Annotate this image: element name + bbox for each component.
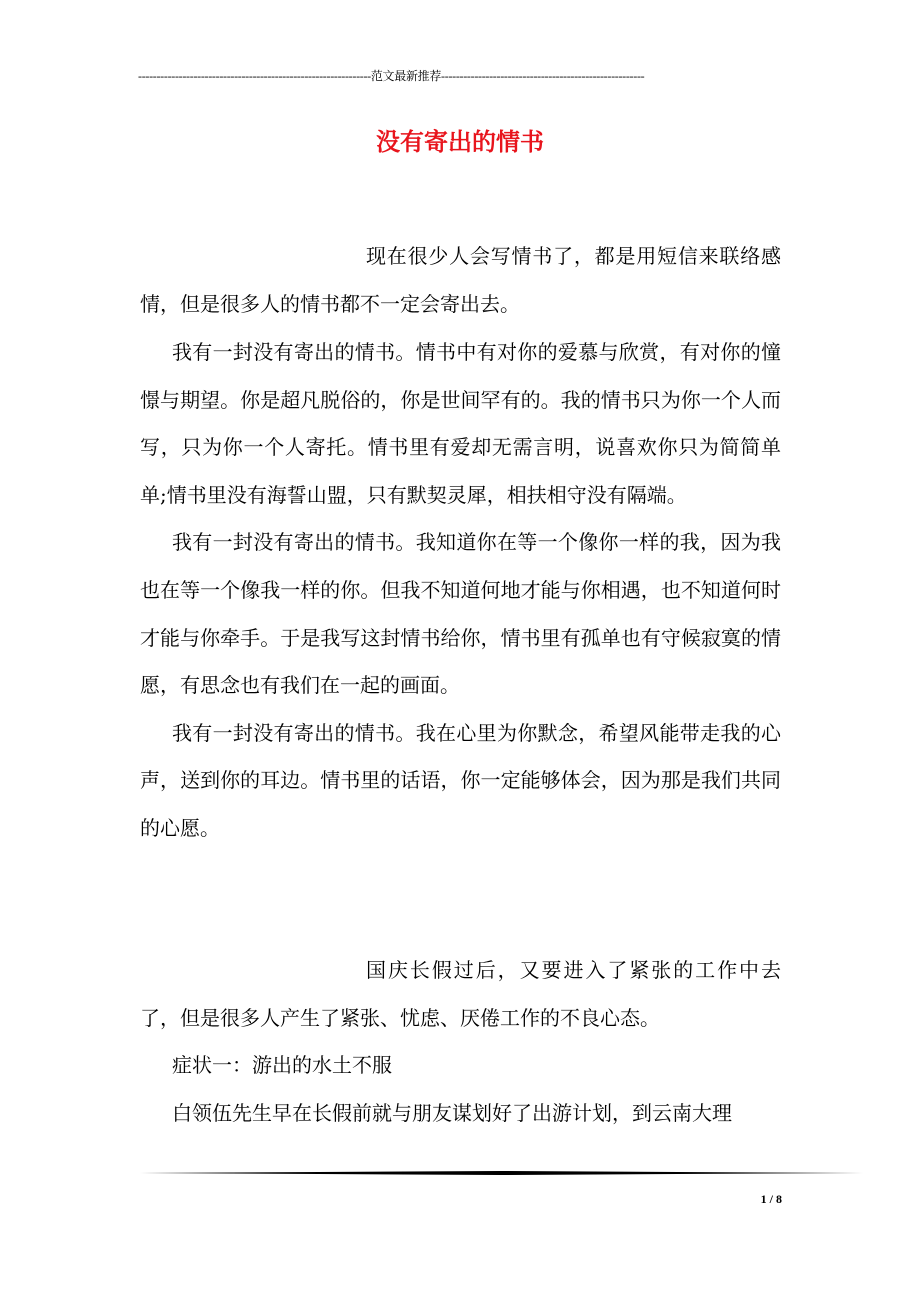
paragraph-case-start: 白领伍先生早在长假前就与朋友谋划好了出游计划，到云南大理 bbox=[172, 1100, 732, 1125]
second-article-block bbox=[140, 947, 781, 1137]
paragraph-letter-2: 我有一封没有寄出的情书。我知道你在等一个像你一样的我，因为我也在等一个像我一样的你。但我不知道何地才能与你相遇，也不知道何时才能与你牵手。于是我写这封情书给你，情书里有孤单也有守候寂寞的情愿，有思念也有我们在一起的画面。 bbox=[140, 530, 781, 698]
page-number: 1 / 8 bbox=[760, 1192, 782, 1206]
paragraph-letter-3: 我有一封没有寄出的情书。我在心里为你默念，希望风能带走我的心声，送到你的耳边。情书里的话语，你一定能够体会，因为那是我们共同的心愿。 bbox=[140, 720, 781, 840]
intro-paragraph-block bbox=[140, 233, 781, 328]
paragraph-letter-1: 我有一封没有寄出的情书。情书中有对你的爱慕与欣赏，有对你的憧憬与期望。你是超凡脱俗的，你是世间罕有的。我的情书只为你一个人而写，只为你一个人寄托。情书里有爱却无需言明，说喜欢你只为简简单单;情书里没有海誓山盟，只有默契灵犀，相扶相守没有隔端。 bbox=[140, 340, 781, 507]
footer-divider bbox=[140, 1171, 863, 1175]
paragraph-holiday-intro: 国庆长假过后，又要进入了紧张的工作中去了，但是很多人产生了紧张、忧虑、厌倦工作的不良心态。 bbox=[140, 958, 781, 1030]
paragraph-symptom-heading: 症状一：游出的水土不服 bbox=[172, 1053, 392, 1078]
document-title: 没有寄出的情书 bbox=[376, 127, 544, 156]
letter-paragraphs-block bbox=[140, 329, 781, 853]
paragraph-intro: 现在很少人会写情书了，都是用短信来联络感情，但是很多人的情书都不一定会寄出去。 bbox=[140, 244, 781, 316]
header-banner: ---------------------------------------------------------------范文最新推荐------------------------------------------------------- bbox=[138, 69, 645, 83]
